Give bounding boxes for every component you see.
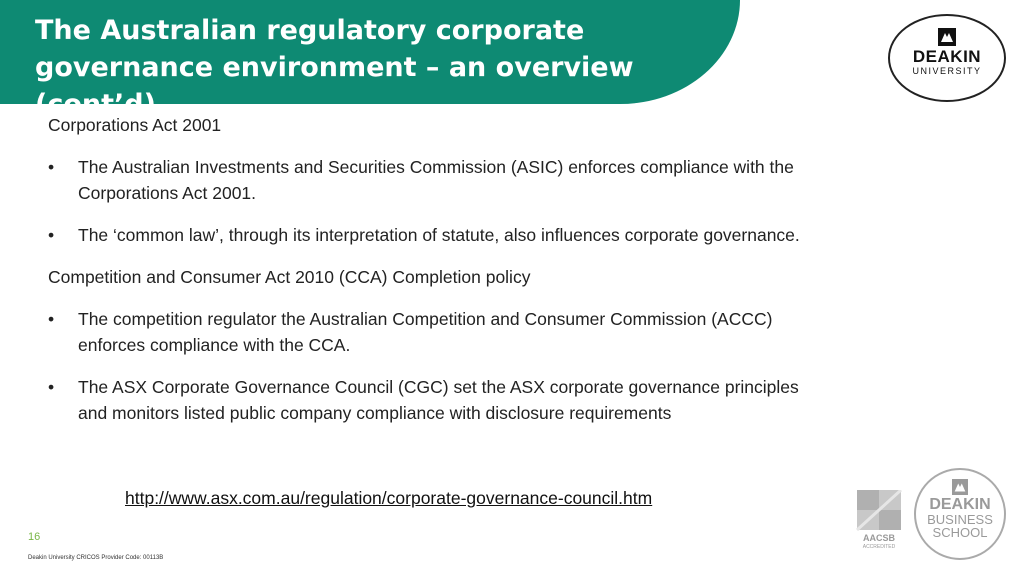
aacsb-accredited-badge	[855, 490, 903, 552]
bullet-marker: •	[48, 157, 55, 177]
logo-subtitle: UNIVERSITY	[912, 66, 982, 76]
aacsb-sub: ACCREDITED	[862, 544, 896, 550]
bullet-marker: •	[48, 377, 55, 397]
bullet-text: The Australian Investments and Securities Commission (ASIC) enforces compliance with the Corporations Act 2001.	[78, 157, 794, 203]
slide-body	[48, 112, 828, 426]
deakin-emblem-icon	[952, 479, 968, 495]
school-name: DEAKIN	[929, 496, 991, 513]
bullet-item	[48, 154, 828, 206]
deakin-university-logo	[888, 14, 1006, 102]
school-line-business: BUSINESS	[927, 512, 993, 527]
page-number: 16	[28, 531, 41, 543]
school-line-school: SCHOOL	[932, 525, 988, 540]
aacsb-label: AACSB	[862, 533, 895, 543]
title-banner	[0, 0, 740, 120]
section-heading-cca: Competition and Consumer Act 2010 (CCA) Completion policy	[48, 267, 531, 287]
section-heading-corporations-act: Corporations Act 2001	[48, 115, 222, 135]
deakin-business-school-logo	[914, 468, 1006, 560]
bullet-text: The ASX Corporate Governance Council (CGC) set the ASX corporate governance principles and monitors listed public company compliance with disclosure requirements	[78, 377, 799, 423]
bullet-item	[48, 222, 828, 248]
slide-title: The Australian regulatory corporate governance environment – an overview (cont’d)	[35, 15, 634, 120]
deakin-emblem-icon	[938, 28, 956, 46]
bullet-item	[48, 306, 828, 358]
asx-cgc-link[interactable]: http://www.asx.com.au/regulation/corporate-governance-council.htm	[125, 488, 653, 508]
aacsb-icon	[855, 490, 903, 532]
bullet-text: The ‘common law’, through its interpretation of statute, also influences corporate governance.	[78, 225, 800, 245]
bullet-marker: •	[48, 225, 55, 245]
bullet-text: The competition regulator the Australian Competition and Consumer Commission (ACCC) enforces compliance with the CCA.	[78, 309, 773, 355]
bullet-marker: •	[48, 309, 55, 329]
cricos-footer: Deakin University CRICOS Provider Code: 00113B	[28, 555, 164, 561]
bullet-item	[48, 374, 828, 426]
logo-name: DEAKIN	[912, 47, 982, 66]
